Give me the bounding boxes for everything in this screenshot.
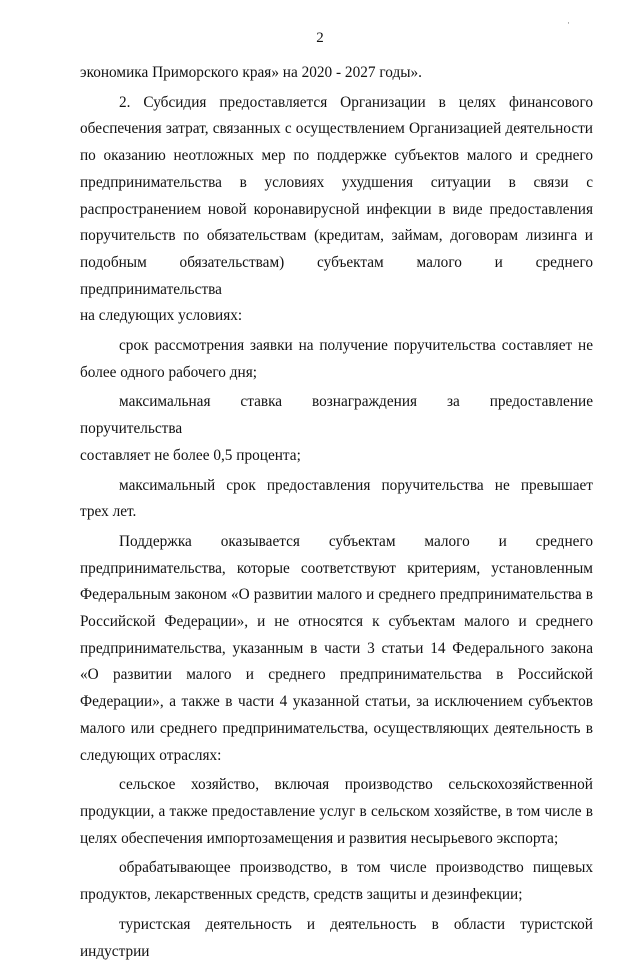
paragraph-line: составляет не более 0,5 процента; (80, 446, 301, 464)
corner-mark: · (567, 18, 570, 28)
paragraph-line: Поддержка оказывается субъектам малого и среднего (119, 532, 593, 550)
paragraph-line: следующих отраслях: (80, 746, 222, 764)
paragraph-line: обеспечения затрат, связанных с осуществлением Организацией деятельности (80, 120, 593, 138)
paragraph-line: на следующих условиях: (80, 307, 243, 325)
paragraph-line: Федеральным законом «О развитии малого и среднего предпринимательства в (80, 586, 593, 604)
document-body (80, 60, 593, 965)
paragraph-line: по оказанию неотложных мер по поддержке субъектов малого и среднего (80, 147, 593, 165)
paragraph-line: Федерации», а также в части 4 указанной статьи, за исключением субъектов (80, 693, 593, 711)
paragraph-line: предпринимательства, указанным в части 3 статьи 14 Федерального закона (80, 639, 593, 657)
paragraph-line: обрабатывающее производство, в том числе производство пищевых (119, 859, 593, 877)
paragraph-line: 2. Субсидия предоставляется Организации в целях финансового (119, 93, 593, 111)
paragraph-line: максимальная ставка вознаграждения за предоставление поручительства (80, 393, 593, 438)
paragraph-line: сельское хозяйство, включая производство сельскохозяйственной (119, 776, 593, 794)
paragraph-line: подобным обязательствам) субъектам малого и среднего предпринимательства (80, 253, 593, 298)
paragraph-line: поручительств по обязательствам (кредитам, займам, договорам лизинга и (80, 227, 593, 245)
paragraph-line: продуктов, лекарственных средств, средств защиты и дезинфекции; (80, 886, 523, 904)
paragraph-line: «О развитии малого и среднего предпринимательства в Российской (80, 666, 593, 684)
page-number: 2 (316, 30, 324, 46)
paragraph-line: срок рассмотрения заявки на получение поручительства составляет не (119, 337, 593, 355)
paragraph-line: Российской Федерации», и не относятся к субъектам малого и среднего (80, 613, 593, 631)
paragraph-line: максимальный срок предоставления поручительства не превышает (119, 476, 593, 494)
paragraph-line: продукции, а также предоставление услуг в сельском хозяйстве, в том числе в (80, 802, 593, 820)
paragraph-line: распространением новой коронавирусной инфекции в виде предоставления (80, 200, 593, 218)
paragraph-line: экономика Приморского края» на 2020 - 2027 годы». (80, 64, 422, 81)
paragraph-line: туристская деятельность и деятельность в области туристской индустрии (80, 915, 593, 960)
paragraph-line: малого или среднего предпринимательства, осуществляющих деятельность в (80, 719, 593, 737)
paragraph-line: более одного рабочего дня; (80, 363, 258, 381)
paragraph-line: предпринимательства, которые соответствуют критериям, установленным (80, 559, 593, 577)
paragraph-line: предпринимательства в условиях ухудшения ситуации в связи с (80, 173, 593, 191)
paragraph-line: целях обеспечения импортозамещения и развития несырьевого экспорта; (80, 829, 559, 847)
paragraph-line: трех лет. (80, 503, 137, 521)
